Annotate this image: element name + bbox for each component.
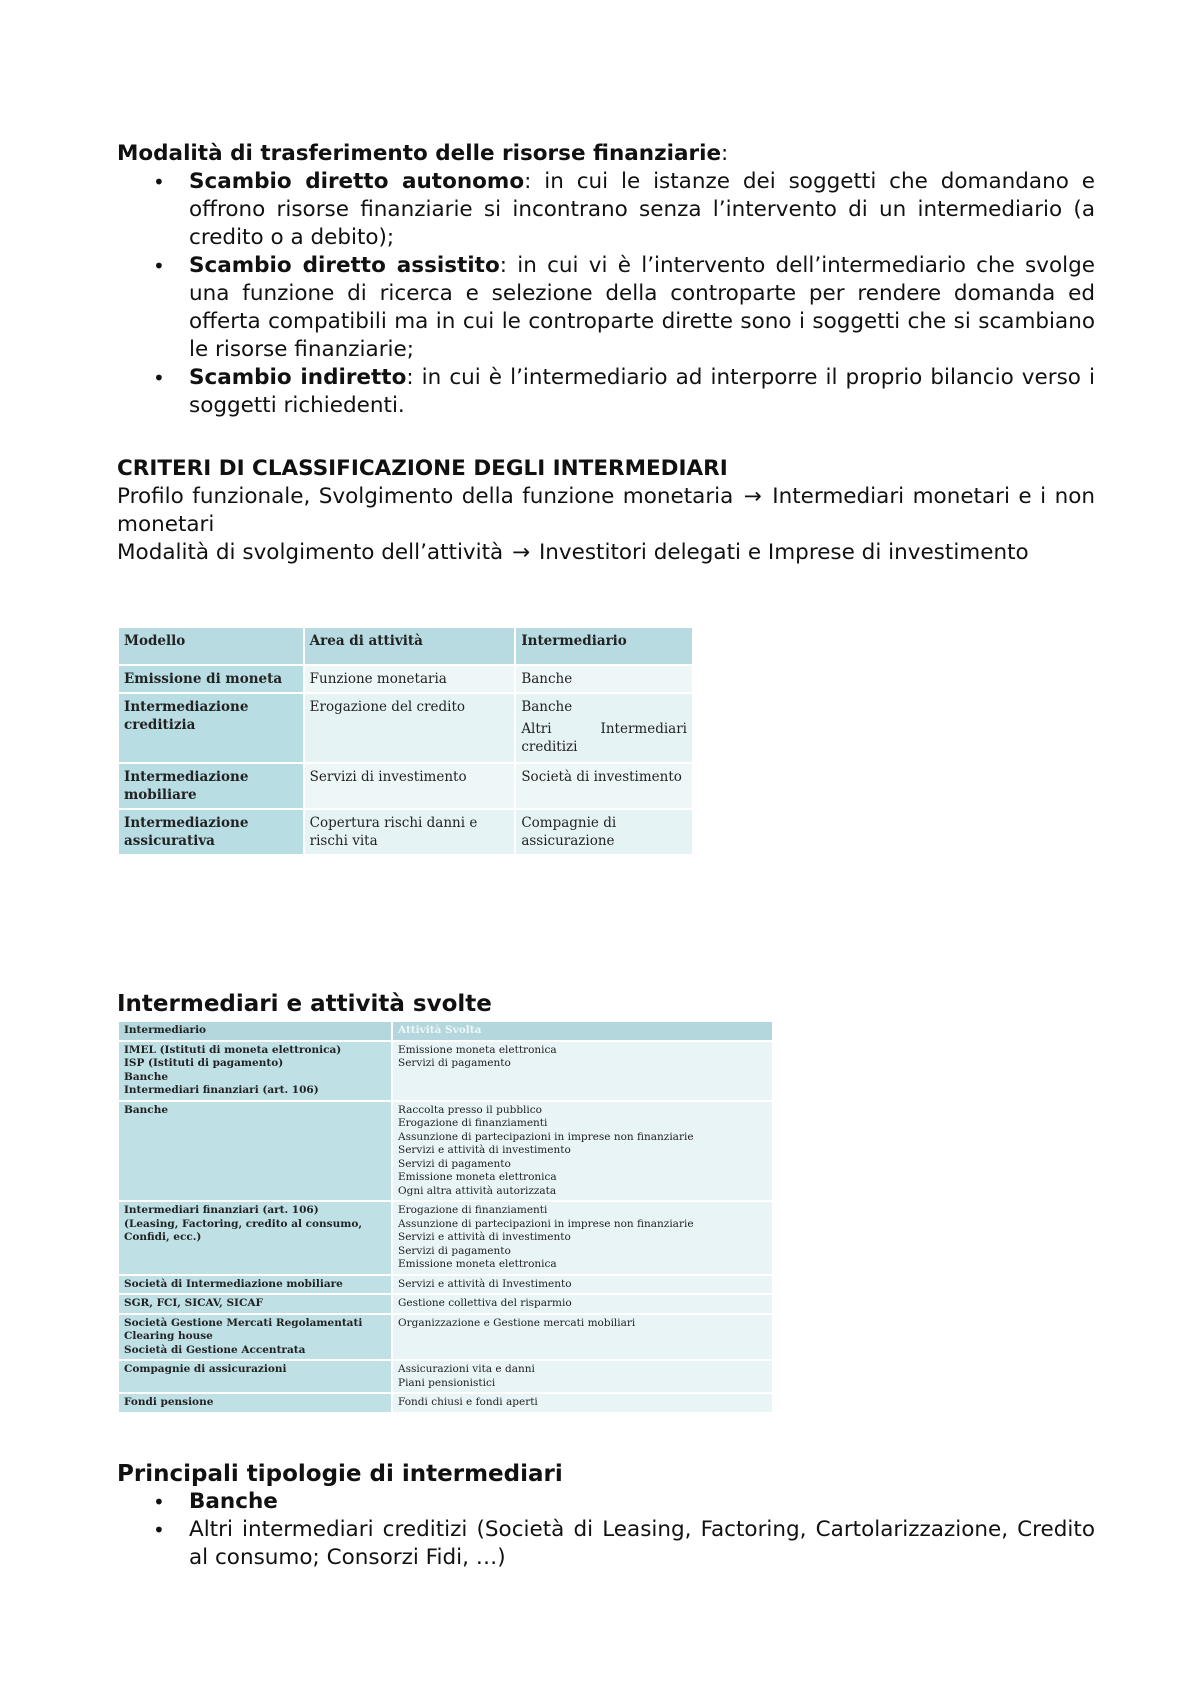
table-cell: Emissione di moneta (118, 665, 304, 693)
table-header-cell: Attività Svolta (392, 1021, 773, 1041)
table-row (118, 1041, 773, 1101)
classification-line-2: Modalità di svolgimento dell’attività → Investitori delegati e Imprese di investimento (117, 540, 1029, 565)
item-text: : in cui vi è l’intervento dell’intermediario che svolge una funzione di ricerca e selezione della controparte per rendere domanda ed offerta compatibili ma in cui le controparte dirette sono i soggetti che si scambiano le risorse finanziarie; (189, 253, 1095, 362)
table-row (118, 693, 693, 763)
list-item: • Banche (117, 1488, 1095, 1516)
table-cell: Società di investimento (515, 763, 693, 809)
table-cell: Assicurazioni vita e danni Piani pensionistici (392, 1360, 773, 1393)
classification-title: CRITERI DI CLASSIFICAZIONE DEGLI INTERMEDIARI (117, 456, 728, 481)
table-cell: IMEL (Istituti di moneta elettronica) ISP (Istituti di pagamento) Banche Intermediari finanziari (art. 106) (118, 1041, 392, 1101)
table-row (118, 1275, 773, 1295)
transfer-modes-section (117, 140, 1095, 420)
table-cell: Intermediari finanziari (art. 106) (Leasing, Factoring, credito al consumo, Confidi, ecc.) (118, 1201, 392, 1275)
table-header-cell: Modello (118, 627, 304, 665)
table-cell: Società Gestione Mercati Regolamentati Clearing house Società di Gestione Accentrata (118, 1314, 392, 1361)
table-header-cell: Intermediario (515, 627, 693, 665)
table-cell: Organizzazione e Gestione mercati mobiliari (392, 1314, 773, 1361)
table-cell: Servizi e attività di Investimento (392, 1275, 773, 1295)
list-item (117, 364, 1095, 420)
transfer-modes-list (117, 168, 1095, 420)
table-row (118, 1360, 773, 1393)
table-cell: Intermediazione creditizia (118, 693, 304, 763)
table-row (118, 809, 693, 855)
activities-table-body (118, 1041, 773, 1413)
table-cell: Compagnie di assicurazione (515, 809, 693, 855)
table-cell: Gestione collettiva del risparmio (392, 1294, 773, 1314)
list-item (117, 252, 1095, 364)
table-cell: Erogazione del credito (304, 693, 516, 763)
table-header-cell: Area di attività (304, 627, 516, 665)
table-cell: Società di Intermediazione mobiliare (118, 1275, 392, 1295)
activities-title: Intermediari e attività svolte (117, 991, 492, 1017)
table-cell: Banche (515, 665, 693, 693)
item-term: Scambio indiretto (189, 365, 407, 390)
table-row (118, 1201, 773, 1275)
table-cell: Intermediazione mobiliare (118, 763, 304, 809)
table-cell: Emissione moneta elettronica Servizi di pagamento (392, 1041, 773, 1101)
arrow-right-icon: → (743, 484, 762, 509)
table-cell: Banche Altri Intermediari creditizi (515, 693, 693, 763)
table-row (118, 1101, 773, 1202)
types-list (117, 1488, 1095, 1572)
item-term: Scambio diretto autonomo (189, 169, 525, 194)
table-cell: Raccolta presso il pubblico Erogazione di finanziamenti Assunzione di partecipazioni in imprese non finanziarie Servizi e attività di investimento Servizi di pagamento Emissione moneta elettronica Ogni altra attività autorizzata (392, 1101, 773, 1202)
table-cell: SGR, FCI, SICAV, SICAF (118, 1294, 392, 1314)
item-term: Scambio diretto assistito (189, 253, 500, 278)
table-cell: Intermediazione assicurativa (118, 809, 304, 855)
table-cell: Compagnie di assicurazioni (118, 1360, 392, 1393)
table-cell: Fondi pensione (118, 1393, 392, 1413)
item-text: : in cui è l’intermediario ad interporre il proprio bilancio verso i soggetti richiedenti. (189, 365, 1095, 418)
arrow-right-icon: → (512, 540, 531, 565)
types-title: Principali tipologie di intermediari (117, 1461, 563, 1487)
types-section (117, 1460, 1095, 1572)
table-cell: Fondi chiusi e fondi aperti (392, 1393, 773, 1413)
transfer-modes-title: Modalità di trasferimento delle risorse finanziarie: (117, 141, 729, 166)
table-header-cell: Intermediario (118, 1021, 392, 1041)
table-header-row (118, 627, 693, 665)
table-row (118, 1314, 773, 1361)
list-item (117, 168, 1095, 252)
table-header-row (118, 1021, 773, 1041)
table-cell: Funzione monetaria (304, 665, 516, 693)
item-text: : in cui le istanze dei soggetti che domandano e offrono risorse finanziarie si incontrano senza l’intervento di un intermediario (a credito o a debito); (189, 169, 1095, 250)
activities-table (117, 1020, 774, 1414)
table-cell: Erogazione di finanziamenti Assunzione di partecipazioni in imprese non finanziarie Servizi e attività di investimento Servizi di pagamento Emissione moneta elettronica (392, 1201, 773, 1275)
models-table (117, 626, 694, 856)
classification-section (117, 455, 1095, 567)
table-cell: Servizi di investimento (304, 763, 516, 809)
table-row (118, 1393, 773, 1413)
classification-line-1: Profilo funzionale, Svolgimento della funzione monetaria → Intermediari monetari e i non monetari (117, 484, 1095, 537)
table-cell: Banche (118, 1101, 392, 1202)
table-row (118, 763, 693, 809)
table-row (118, 665, 693, 693)
list-item: • Altri intermediari creditizi (Società di Leasing, Factoring, Cartolarizzazione, Credito al consumo; Consorzi Fidi, …) (117, 1516, 1095, 1572)
table-cell: Copertura rischi danni e rischi vita (304, 809, 516, 855)
table-row (118, 1294, 773, 1314)
